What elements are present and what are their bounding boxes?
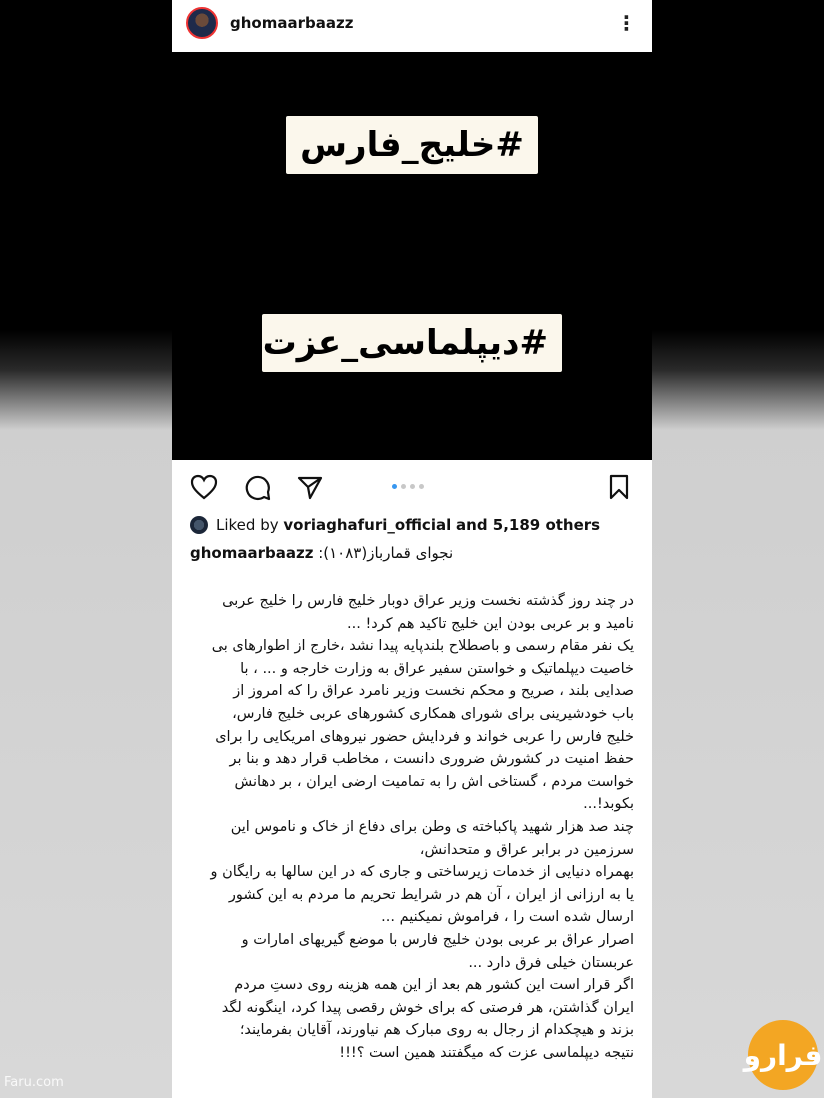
caption-line: یا به ارزانی از ایران ، آن هم در شرایط تحریم ما مردم به این کشور — [228, 886, 634, 903]
caption-line: باب خودشیرینی برای شورای همکاری کشورهای عربی خلیج فارس، — [232, 705, 634, 722]
more-options-icon[interactable]: ⋮ — [616, 11, 636, 35]
likes-summary[interactable] — [190, 516, 600, 534]
caption-line: خاصیت دیپلماتیک و خواستن سفیر عراق به وزارت خارجه و ... ، با — [240, 660, 634, 677]
caption-line: ارسال شده است را ، فراموش نمیکنیم ... — [381, 909, 634, 926]
caption-line: خواست مردم ، گستاخی اش را به تمامیت ارضی ایران ، بر دهانش — [234, 773, 634, 790]
logo-text: فرارو — [743, 1038, 823, 1072]
post-username[interactable]: ghomaarbaazz — [230, 14, 354, 32]
carousel-dot-active — [392, 484, 397, 489]
caption-line: خلیج فارس را عربی خواند و فردایش حضور نیروهای امریکایی را برای — [215, 728, 634, 745]
caption-line: یک نفر مقام رسمی و باصطلاح بلندپایه پیدا نشد ،خارج از اطوارهای بی — [211, 638, 634, 655]
background-left — [0, 0, 172, 1098]
hashtag-diplomacy: #دیپلماسی_عزت — [262, 314, 562, 372]
caption-text — [186, 590, 634, 1064]
instagram-post-card — [172, 0, 652, 1098]
liker-avatar — [190, 516, 208, 534]
caption-line: بهمراه دنیایی از خدمات زیرساختی و جاری که در این سالها به رایگان و — [210, 864, 634, 881]
caption-line: سرزمین در برابر عراق و متحدانش، — [419, 841, 634, 858]
carousel-indicator — [392, 484, 424, 489]
watermark-text: Faru.com — [4, 1075, 64, 1090]
caption-line: عربستان خیلی فرق دارد ... — [468, 954, 634, 971]
comment-icon[interactable] — [244, 474, 272, 502]
caption-line: نتیجه دیپلماسی عزت که میگفتند همین است ؟!!! — [339, 1044, 634, 1061]
caption-line: در چند روز گذشته نخست وزیر عراق دوبار خلیج فارس را خلیج عربی — [222, 593, 634, 609]
caption-line: حفظ امنیت در کشورش ضروری دانست ، مخاطب قرار دهد و بنا بر — [229, 751, 634, 768]
bookmark-icon[interactable] — [608, 474, 630, 500]
post-header — [172, 0, 652, 46]
avatar[interactable] — [186, 7, 218, 39]
caption-line: بزند و هیچکدام از رجال به روی مبارک هم نیاورند، آقایان بفرمایند؛ — [239, 1022, 634, 1039]
caption-title: نجوای قمارباز(۱۰۸۳): — [318, 544, 454, 562]
likes-count[interactable]: and 5,189 others — [456, 516, 601, 534]
hashtag-persian-gulf: #خلیج_فارس — [286, 116, 538, 174]
carousel-dot — [401, 484, 406, 489]
caption-line: چند صد هزار شهید پاکباخته ی وطن برای دفاع از خاک و ناموس این — [230, 818, 634, 835]
caption-line: صدایی بلند ، صریح و محکم نخست وزیر نامرد عراق را که امروز از — [233, 683, 634, 700]
background-right — [652, 0, 824, 1098]
carousel-dot — [410, 484, 415, 489]
liker-username[interactable]: voriaghafuri_official — [283, 516, 452, 534]
post-image[interactable] — [172, 52, 652, 460]
fararu-logo — [743, 1020, 823, 1090]
caption-line: نامید و بر عربی بودن این خلیج تاکید هم کرد! ... — [347, 615, 634, 632]
caption-line: بکوبد!... — [583, 796, 634, 813]
caption-line: اصرار عراق بر عربی بودن خلیج فارس با موضع گیریهای امارات و — [241, 931, 634, 948]
likes-prefix: Liked by — [216, 516, 279, 534]
caption-line: اگر قرار است این کشور هم بعد از این همه هزینه روی دستِ مردم — [234, 977, 634, 994]
carousel-dot — [419, 484, 424, 489]
caption-line: ایران گذاشتن، هر فرصتی که برای خوش رقصی پیدا کرد، اینگونه لگد — [221, 999, 634, 1016]
heart-icon[interactable] — [190, 474, 218, 500]
caption-username[interactable]: ghomaarbaazz — [190, 544, 314, 562]
caption-header — [190, 544, 634, 562]
share-icon[interactable] — [296, 474, 324, 500]
